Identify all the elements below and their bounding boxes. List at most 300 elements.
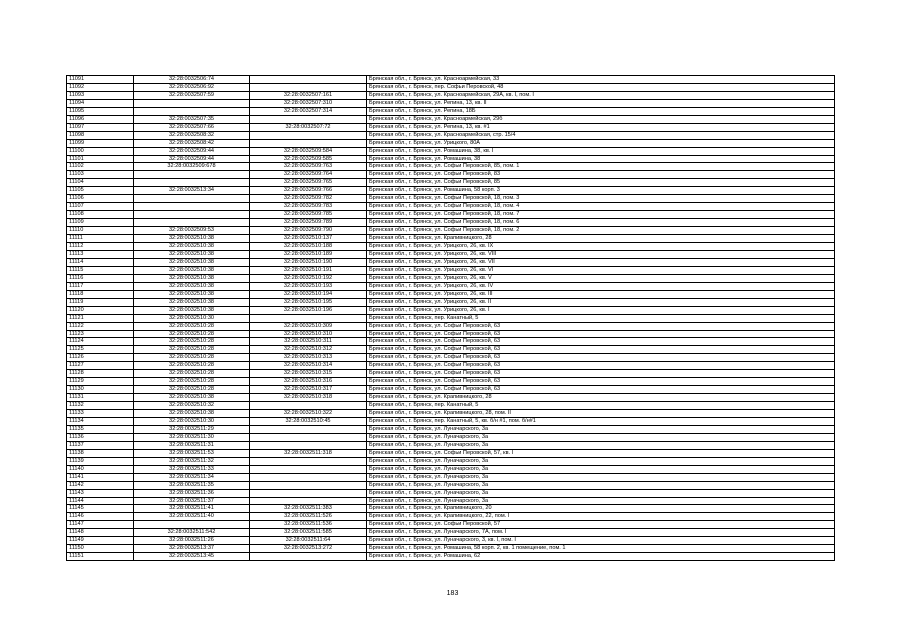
address-cell: Брянская обл., г. Брянск, ул. Урицкого, 26, кв. III — [367, 290, 835, 298]
object-cadastral-number-cell: 32:28:0032510:190 — [250, 258, 367, 266]
table-row — [67, 147, 835, 155]
row-number-cell: 11134 — [67, 417, 134, 425]
table-row — [67, 99, 835, 107]
table-row — [67, 362, 835, 370]
land-cadastral-number-cell: 32:28:0032511:31 — [134, 441, 250, 449]
row-number-cell: 11103 — [67, 171, 134, 179]
table-row — [67, 521, 835, 529]
land-cadastral-number-cell: 32:28:0032510:38 — [134, 290, 250, 298]
address-cell: Брянская обл., г. Брянск, ул. Репина, 13, кв. II — [367, 99, 835, 107]
address-cell: Брянская обл., г. Брянск, ул. Урицкого, 26, кв. II — [367, 298, 835, 306]
land-cadastral-number-cell: 32:28:0032510:38 — [134, 282, 250, 290]
land-cadastral-number-cell: 32:28:0032510:28 — [134, 354, 250, 362]
address-cell: Брянская обл., г. Брянск, ул. Ромашина, 62 — [367, 553, 835, 561]
address-cell: Брянская обл., г. Брянск, ул. Луначарского, 3а — [367, 465, 835, 473]
address-cell: Брянская обл., г. Брянск, ул. Софьи Перовской, 18, пом. 3 — [367, 195, 835, 203]
table-row — [67, 282, 835, 290]
land-cadastral-number-cell: 32:28:0032510:28 — [134, 346, 250, 354]
address-cell: Брянская обл., г. Брянск, ул. Урицкого, 26, кв. VI — [367, 266, 835, 274]
address-cell: Брянская обл., г. Брянск, ул. Софьи Перовской, 63 — [367, 362, 835, 370]
land-cadastral-number-cell: 32:28:0032510:38 — [134, 258, 250, 266]
row-number-cell: 11125 — [67, 346, 134, 354]
land-cadastral-number-cell: 32:28:0032511:40 — [134, 513, 250, 521]
object-cadastral-number-cell — [250, 115, 367, 123]
land-cadastral-number-cell: 32:28:0032510:38 — [134, 298, 250, 306]
object-cadastral-number-cell: 32:28:0032513:272 — [250, 545, 367, 553]
address-cell: Брянская обл., г. Брянск, пер. Софьи Перовской, 48 — [367, 83, 835, 91]
table-row — [67, 330, 835, 338]
object-cadastral-number-cell: 32:28:0032509:789 — [250, 219, 367, 227]
land-cadastral-number-cell — [134, 99, 250, 107]
address-cell: Брянская обл., г. Брянск, ул. Красноармейская, стр. 15/4 — [367, 131, 835, 139]
table-row — [67, 171, 835, 179]
address-cell: Брянская обл., г. Брянск, ул. Софьи Перовской, 18, пом. 7 — [367, 211, 835, 219]
table-row — [67, 250, 835, 258]
land-cadastral-number-cell: 32:28:0032507:66 — [134, 123, 250, 131]
address-cell: Брянская обл., г. Брянск, ул. Луначарского, 3а — [367, 489, 835, 497]
register-table-body — [67, 76, 835, 561]
address-cell: Брянская обл., г. Брянск, ул. Урицкого, 26, кв. VIII — [367, 250, 835, 258]
object-cadastral-number-cell: 32:28:0032510:309 — [250, 322, 367, 330]
object-cadastral-number-cell — [250, 465, 367, 473]
object-cadastral-number-cell — [250, 402, 367, 410]
row-number-cell: 11108 — [67, 211, 134, 219]
land-cadastral-number-cell: 32:28:0032506:92 — [134, 83, 250, 91]
address-cell: Брянская обл., г. Брянск, ул. Крапивницкого, 28 — [367, 394, 835, 402]
land-cadastral-number-cell: 32:28:0032511:26 — [134, 537, 250, 545]
table-row — [67, 123, 835, 131]
table-row — [67, 465, 835, 473]
table-row — [67, 553, 835, 561]
row-number-cell: 11119 — [67, 298, 134, 306]
row-number-cell: 11143 — [67, 489, 134, 497]
object-cadastral-number-cell: 32:28:0032511:64 — [250, 537, 367, 545]
page-number: 183 — [446, 590, 459, 597]
row-number-cell: 11136 — [67, 433, 134, 441]
table-row — [67, 243, 835, 251]
land-cadastral-number-cell — [134, 203, 250, 211]
land-cadastral-number-cell — [134, 107, 250, 115]
row-number-cell: 11112 — [67, 243, 134, 251]
table-row — [67, 449, 835, 457]
land-cadastral-number-cell: 32:28:0032509:44 — [134, 155, 250, 163]
address-cell: Брянская обл., г. Брянск, ул. Луначарского, 7А, пом. I — [367, 529, 835, 537]
row-number-cell: 11101 — [67, 155, 134, 163]
address-cell: Брянская обл., г. Брянск, пер. Канатный, 5 — [367, 402, 835, 410]
object-cadastral-number-cell — [250, 425, 367, 433]
row-number-cell: 11115 — [67, 266, 134, 274]
address-cell: Брянская обл., г. Брянск, ул. Луначарского, 3а — [367, 441, 835, 449]
object-cadastral-number-cell: 32:28:0032510:196 — [250, 306, 367, 314]
table-row — [67, 378, 835, 386]
land-cadastral-number-cell: 32:28:0032510:32 — [134, 402, 250, 410]
land-cadastral-number-cell: 32:28:0032510:38 — [134, 410, 250, 418]
row-number-cell: 11146 — [67, 513, 134, 521]
address-cell: Брянская обл., г. Брянск, ул. Урицкого, 26, кв. IX — [367, 243, 835, 251]
object-cadastral-number-cell: 32:28:0032511:383 — [250, 505, 367, 513]
land-cadastral-number-cell: 32:28:0032513:37 — [134, 545, 250, 553]
object-cadastral-number-cell: 32:28:0032511:526 — [250, 513, 367, 521]
row-number-cell: 11150 — [67, 545, 134, 553]
object-cadastral-number-cell: 32:28:0032510:313 — [250, 354, 367, 362]
address-cell: Брянская обл., г. Брянск, ул. Софьи Перовской, 18, пом. 6 — [367, 219, 835, 227]
object-cadastral-number-cell — [250, 131, 367, 139]
table-row — [67, 410, 835, 418]
row-number-cell: 11142 — [67, 481, 134, 489]
table-row — [67, 107, 835, 115]
row-number-cell: 11094 — [67, 99, 134, 107]
row-number-cell: 11102 — [67, 163, 134, 171]
land-cadastral-number-cell: 32:28:0032513:45 — [134, 553, 250, 561]
object-cadastral-number-cell: 32:28:0032510:188 — [250, 243, 367, 251]
object-cadastral-number-cell — [250, 457, 367, 465]
object-cadastral-number-cell — [250, 76, 367, 84]
row-number-cell: 11105 — [67, 187, 134, 195]
row-number-cell: 11093 — [67, 91, 134, 99]
land-cadastral-number-cell: 32:28:0032510:38 — [134, 235, 250, 243]
address-cell: Брянская обл., г. Брянск, ул. Луначарского, 3а — [367, 433, 835, 441]
land-cadastral-number-cell: 32:28:0032511:35 — [134, 481, 250, 489]
object-cadastral-number-cell: 32:28:0032509:785 — [250, 211, 367, 219]
table-row — [67, 441, 835, 449]
table-row — [67, 338, 835, 346]
object-cadastral-number-cell: 32:28:0032510:317 — [250, 386, 367, 394]
address-cell: Брянская обл., г. Брянск, ул. Урицкого, 26, кв. I — [367, 306, 835, 314]
table-row — [67, 306, 835, 314]
address-cell: Брянская обл., г. Брянск, ул. Урицкого, 80А — [367, 139, 835, 147]
row-number-cell: 11138 — [67, 449, 134, 457]
object-cadastral-number-cell: 32:28:0032509:790 — [250, 227, 367, 235]
row-number-cell: 11099 — [67, 139, 134, 147]
land-cadastral-number-cell: 32:28:0032511:542 — [134, 529, 250, 537]
row-number-cell: 11098 — [67, 131, 134, 139]
object-cadastral-number-cell: 32:28:0032509:766 — [250, 187, 367, 195]
table-row — [67, 211, 835, 219]
object-cadastral-number-cell: 32:28:0032507:161 — [250, 91, 367, 99]
address-cell: Брянская обл., г. Брянск, ул. Софьи Перовской, 85, пом. 1 — [367, 163, 835, 171]
table-row — [67, 163, 835, 171]
address-cell: Брянская обл., г. Брянск, ул. Красноармейская, 29б — [367, 115, 835, 123]
land-cadastral-number-cell: 32:28:0032508:32 — [134, 131, 250, 139]
table-row — [67, 195, 835, 203]
address-cell: Брянская обл., г. Брянск, ул. Крапивницкого, 22, пом. I — [367, 513, 835, 521]
address-cell: Брянская обл., г. Брянск, пер. Канатный, 5 — [367, 314, 835, 322]
table-row — [67, 513, 835, 521]
address-cell: Брянская обл., г. Брянск, ул. Ромашина, 58 корп. 2, кв. 1 помещение, пом. 1 — [367, 545, 835, 553]
table-row — [67, 473, 835, 481]
object-cadastral-number-cell — [250, 441, 367, 449]
land-cadastral-number-cell: 32:28:0032510:38 — [134, 243, 250, 251]
table-row — [67, 457, 835, 465]
object-cadastral-number-cell — [250, 139, 367, 147]
row-number-cell: 11113 — [67, 250, 134, 258]
address-cell: Брянская обл., г. Брянск, ул. Софьи Перовской, 63 — [367, 322, 835, 330]
row-number-cell: 11111 — [67, 235, 134, 243]
row-number-cell: 11127 — [67, 362, 134, 370]
object-cadastral-number-cell: 32:28:0032507:310 — [250, 99, 367, 107]
land-cadastral-number-cell: 32:28:0032513:34 — [134, 187, 250, 195]
row-number-cell: 11106 — [67, 195, 134, 203]
land-cadastral-number-cell: 32:28:0032511:37 — [134, 497, 250, 505]
row-number-cell: 11129 — [67, 378, 134, 386]
row-number-cell: 11120 — [67, 306, 134, 314]
table-row — [67, 433, 835, 441]
address-cell: Брянская обл., г. Брянск, ул. Красноармейская, 33 — [367, 76, 835, 84]
row-number-cell: 11117 — [67, 282, 134, 290]
table-row — [67, 219, 835, 227]
table-row — [67, 370, 835, 378]
object-cadastral-number-cell — [250, 553, 367, 561]
table-row — [67, 314, 835, 322]
land-cadastral-number-cell — [134, 211, 250, 219]
table-row — [67, 155, 835, 163]
object-cadastral-number-cell: 32:28:0032509:765 — [250, 179, 367, 187]
land-cadastral-number-cell: 32:28:0032509:44 — [134, 147, 250, 155]
land-cadastral-number-cell: 32:28:0032510:28 — [134, 378, 250, 386]
address-cell: Брянская обл., г. Брянск, ул. Красноармейская, 29А, кв. I, пом. I — [367, 91, 835, 99]
object-cadastral-number-cell: 32:28:0032509:763 — [250, 163, 367, 171]
address-cell: Брянская обл., г. Брянск, ул. Софьи Перовской, 85 — [367, 179, 835, 187]
address-cell: Брянская обл., г. Брянск, ул. Софьи Перовской, 63 — [367, 370, 835, 378]
table-row — [67, 179, 835, 187]
object-cadastral-number-cell — [250, 473, 367, 481]
object-cadastral-number-cell — [250, 497, 367, 505]
land-cadastral-number-cell: 32:28:0032510:38 — [134, 306, 250, 314]
land-cadastral-number-cell: 32:28:0032511:53 — [134, 449, 250, 457]
land-cadastral-number-cell: 32:28:0032510:28 — [134, 330, 250, 338]
object-cadastral-number-cell — [250, 481, 367, 489]
table-row — [67, 139, 835, 147]
row-number-cell: 11137 — [67, 441, 134, 449]
object-cadastral-number-cell: 32:28:0032509:585 — [250, 155, 367, 163]
object-cadastral-number-cell: 32:28:0032510:318 — [250, 394, 367, 402]
land-cadastral-number-cell: 32:28:0032510:38 — [134, 394, 250, 402]
table-row — [67, 258, 835, 266]
object-cadastral-number-cell: 32:28:0032510:311 — [250, 338, 367, 346]
table-row — [67, 481, 835, 489]
land-cadastral-number-cell: 32:28:0032510:38 — [134, 266, 250, 274]
address-cell: Брянская обл., г. Брянск, ул. Луначарского, 3а — [367, 473, 835, 481]
object-cadastral-number-cell: 32:28:0032510:189 — [250, 250, 367, 258]
row-number-cell: 11140 — [67, 465, 134, 473]
object-cadastral-number-cell — [250, 433, 367, 441]
object-cadastral-number-cell: 32:28:0032510:45 — [250, 417, 367, 425]
object-cadastral-number-cell: 32:28:0032510:314 — [250, 362, 367, 370]
object-cadastral-number-cell: 32:28:0032509:782 — [250, 195, 367, 203]
row-number-cell: 11149 — [67, 537, 134, 545]
object-cadastral-number-cell: 32:28:0032510:193 — [250, 282, 367, 290]
table-row — [67, 505, 835, 513]
register-table-container — [66, 75, 835, 561]
table-row — [67, 274, 835, 282]
row-number-cell: 11144 — [67, 497, 134, 505]
row-number-cell: 11118 — [67, 290, 134, 298]
row-number-cell: 11097 — [67, 123, 134, 131]
land-cadastral-number-cell — [134, 179, 250, 187]
object-cadastral-number-cell — [250, 489, 367, 497]
row-number-cell: 11092 — [67, 83, 134, 91]
object-cadastral-number-cell — [250, 314, 367, 322]
address-cell: Брянская обл., г. Брянск, ул. Крапивницкого, 28 — [367, 235, 835, 243]
row-number-cell: 11109 — [67, 219, 134, 227]
table-row — [67, 227, 835, 235]
row-number-cell: 11124 — [67, 338, 134, 346]
row-number-cell: 11131 — [67, 394, 134, 402]
object-cadastral-number-cell: 32:28:0032510:312 — [250, 346, 367, 354]
object-cadastral-number-cell: 32:28:0032509:783 — [250, 203, 367, 211]
object-cadastral-number-cell: 32:28:0032509:584 — [250, 147, 367, 155]
land-cadastral-number-cell — [134, 195, 250, 203]
land-cadastral-number-cell: 32:28:0032507:59 — [134, 91, 250, 99]
address-cell: Брянская обл., г. Брянск, ул. Урицкого, 26, кв. IV — [367, 282, 835, 290]
address-cell: Брянская обл., г. Брянск, ул. Луначарского, 3а — [367, 481, 835, 489]
object-cadastral-number-cell: 32:28:0032510:195 — [250, 298, 367, 306]
row-number-cell: 11121 — [67, 314, 134, 322]
table-row — [67, 322, 835, 330]
table-row — [67, 83, 835, 91]
land-cadastral-number-cell — [134, 171, 250, 179]
address-cell: Брянская обл., г. Брянск, ул. Софьи Перовской, 63 — [367, 386, 835, 394]
land-cadastral-number-cell: 32:28:0032511:36 — [134, 489, 250, 497]
address-cell: Брянская обл., г. Брянск, ул. Луначарского, 3а — [367, 497, 835, 505]
land-cadastral-number-cell: 32:28:0032508:42 — [134, 139, 250, 147]
row-number-cell: 11110 — [67, 227, 134, 235]
object-cadastral-number-cell: 32:28:0032507:72 — [250, 123, 367, 131]
row-number-cell: 11107 — [67, 203, 134, 211]
row-number-cell: 11130 — [67, 386, 134, 394]
table-row — [67, 402, 835, 410]
land-cadastral-number-cell: 32:28:0032510:28 — [134, 386, 250, 394]
table-row — [67, 545, 835, 553]
object-cadastral-number-cell: 32:28:0032511:536 — [250, 521, 367, 529]
row-number-cell: 11133 — [67, 410, 134, 418]
row-number-cell: 11096 — [67, 115, 134, 123]
land-cadastral-number-cell: 32:28:0032510:28 — [134, 370, 250, 378]
table-row — [67, 91, 835, 99]
table-row — [67, 386, 835, 394]
land-cadastral-number-cell: 32:28:0032510:38 — [134, 274, 250, 282]
address-cell: Брянская обл., г. Брянск, ул. Софьи Перовской, 63 — [367, 378, 835, 386]
land-cadastral-number-cell: 32:28:0032509:53 — [134, 227, 250, 235]
address-cell: Брянская обл., г. Брянск, ул. Луначарского, 3а — [367, 425, 835, 433]
table-row — [67, 497, 835, 505]
row-number-cell: 11147 — [67, 521, 134, 529]
land-cadastral-number-cell: 32:28:0032506:74 — [134, 76, 250, 84]
address-cell: Брянская обл., г. Брянск, ул. Урицкого, 26, кв. VII — [367, 258, 835, 266]
address-cell: Брянская обл., г. Брянск, ул. Ромашина, 38, кв. I — [367, 147, 835, 155]
address-cell: Брянская обл., г. Брянск, ул. Луначарского, 3, кв. I, пом. I — [367, 537, 835, 545]
row-number-cell: 11132 — [67, 402, 134, 410]
address-cell: Брянская обл., г. Брянск, ул. Софьи Перовской, 63 — [367, 354, 835, 362]
object-cadastral-number-cell: 32:28:0032510:194 — [250, 290, 367, 298]
land-cadastral-number-cell: 32:28:0032510:38 — [134, 250, 250, 258]
object-cadastral-number-cell: 32:28:0032510:316 — [250, 378, 367, 386]
address-cell: Брянская обл., г. Брянск, ул. Ромашина, 38 — [367, 155, 835, 163]
address-cell: Брянская обл., г. Брянск, ул. Софьи Перовской, 57, кв. I — [367, 449, 835, 457]
object-cadastral-number-cell — [250, 83, 367, 91]
address-cell: Брянская обл., г. Брянск, ул. Крапивницкого, 20 — [367, 505, 835, 513]
table-row — [67, 203, 835, 211]
row-number-cell: 11104 — [67, 179, 134, 187]
table-row — [67, 266, 835, 274]
object-cadastral-number-cell: 32:28:0032510:192 — [250, 274, 367, 282]
address-cell: Брянская обл., г. Брянск, ул. Софьи Перовской, 18, пом. 4 — [367, 203, 835, 211]
row-number-cell: 11095 — [67, 107, 134, 115]
table-row — [67, 529, 835, 537]
land-cadastral-number-cell: 32:28:0032510:30 — [134, 314, 250, 322]
land-cadastral-number-cell: 32:28:0032510:30 — [134, 417, 250, 425]
land-cadastral-number-cell: 32:28:0032511:30 — [134, 433, 250, 441]
land-cadastral-number-cell — [134, 521, 250, 529]
table-row — [67, 425, 835, 433]
address-cell: Брянская обл., г. Брянск, пер. Канатный, 5, кв. б/н #1, пом. б/н#1 — [367, 417, 835, 425]
object-cadastral-number-cell: 32:28:0032511:318 — [250, 449, 367, 457]
address-cell: Брянская обл., г. Брянск, ул. Луначарского, 3а — [367, 457, 835, 465]
address-cell: Брянская обл., г. Брянск, ул. Репина, 13, кв. #1 — [367, 123, 835, 131]
register-table — [66, 75, 835, 561]
land-cadastral-number-cell: 32:28:0032510:28 — [134, 338, 250, 346]
address-cell: Брянская обл., г. Брянск, ул. Ромашина, 58 корп. 3 — [367, 187, 835, 195]
row-number-cell: 11100 — [67, 147, 134, 155]
table-row — [67, 298, 835, 306]
row-number-cell: 11123 — [67, 330, 134, 338]
row-number-cell: 11141 — [67, 473, 134, 481]
object-cadastral-number-cell: 32:28:0032510:191 — [250, 266, 367, 274]
land-cadastral-number-cell: 32:28:0032511:34 — [134, 473, 250, 481]
address-cell: Брянская обл., г. Брянск, ул. Крапивницкого, 28, пом. II — [367, 410, 835, 418]
table-row — [67, 290, 835, 298]
table-row — [67, 417, 835, 425]
row-number-cell: 11139 — [67, 457, 134, 465]
row-number-cell: 11128 — [67, 370, 134, 378]
address-cell: Брянская обл., г. Брянск, ул. Софьи Перовской, 18, пом. 2 — [367, 227, 835, 235]
address-cell: Брянская обл., г. Брянск, ул. Софьи Перовской, 63 — [367, 346, 835, 354]
object-cadastral-number-cell: 32:28:0032511:585 — [250, 529, 367, 537]
row-number-cell: 11145 — [67, 505, 134, 513]
row-number-cell: 11126 — [67, 354, 134, 362]
row-number-cell: 11116 — [67, 274, 134, 282]
row-number-cell: 11135 — [67, 425, 134, 433]
address-cell: Брянская обл., г. Брянск, ул. Софьи Перовской, 57 — [367, 521, 835, 529]
address-cell: Брянская обл., г. Брянск, ул. Репина, 18Б — [367, 107, 835, 115]
row-number-cell: 11151 — [67, 553, 134, 561]
address-cell: Брянская обл., г. Брянск, ул. Софьи Перовской, 63 — [367, 338, 835, 346]
land-cadastral-number-cell: 32:28:0032510:28 — [134, 322, 250, 330]
row-number-cell: 11148 — [67, 529, 134, 537]
table-row — [67, 537, 835, 545]
object-cadastral-number-cell: 32:28:0032510:137 — [250, 235, 367, 243]
land-cadastral-number-cell: 32:28:0032511:33 — [134, 465, 250, 473]
table-row — [67, 235, 835, 243]
table-row — [67, 346, 835, 354]
address-cell: Брянская обл., г. Брянск, ул. Софьи Перовской, 83 — [367, 171, 835, 179]
land-cadastral-number-cell: 32:28:0032510:28 — [134, 362, 250, 370]
land-cadastral-number-cell: 32:28:0032511:32 — [134, 457, 250, 465]
table-row — [67, 394, 835, 402]
address-cell: Брянская обл., г. Брянск, ул. Урицкого, 26, кв. V — [367, 274, 835, 282]
object-cadastral-number-cell: 32:28:0032509:764 — [250, 171, 367, 179]
object-cadastral-number-cell: 32:28:0032510:322 — [250, 410, 367, 418]
table-row — [67, 115, 835, 123]
row-number-cell: 11114 — [67, 258, 134, 266]
table-row — [67, 131, 835, 139]
row-number-cell: 11122 — [67, 322, 134, 330]
object-cadastral-number-cell: 32:28:0032510:310 — [250, 330, 367, 338]
land-cadastral-number-cell: 32:28:0032511:29 — [134, 425, 250, 433]
land-cadastral-number-cell: 32:28:0032507:35 — [134, 115, 250, 123]
table-row — [67, 354, 835, 362]
table-row — [67, 187, 835, 195]
